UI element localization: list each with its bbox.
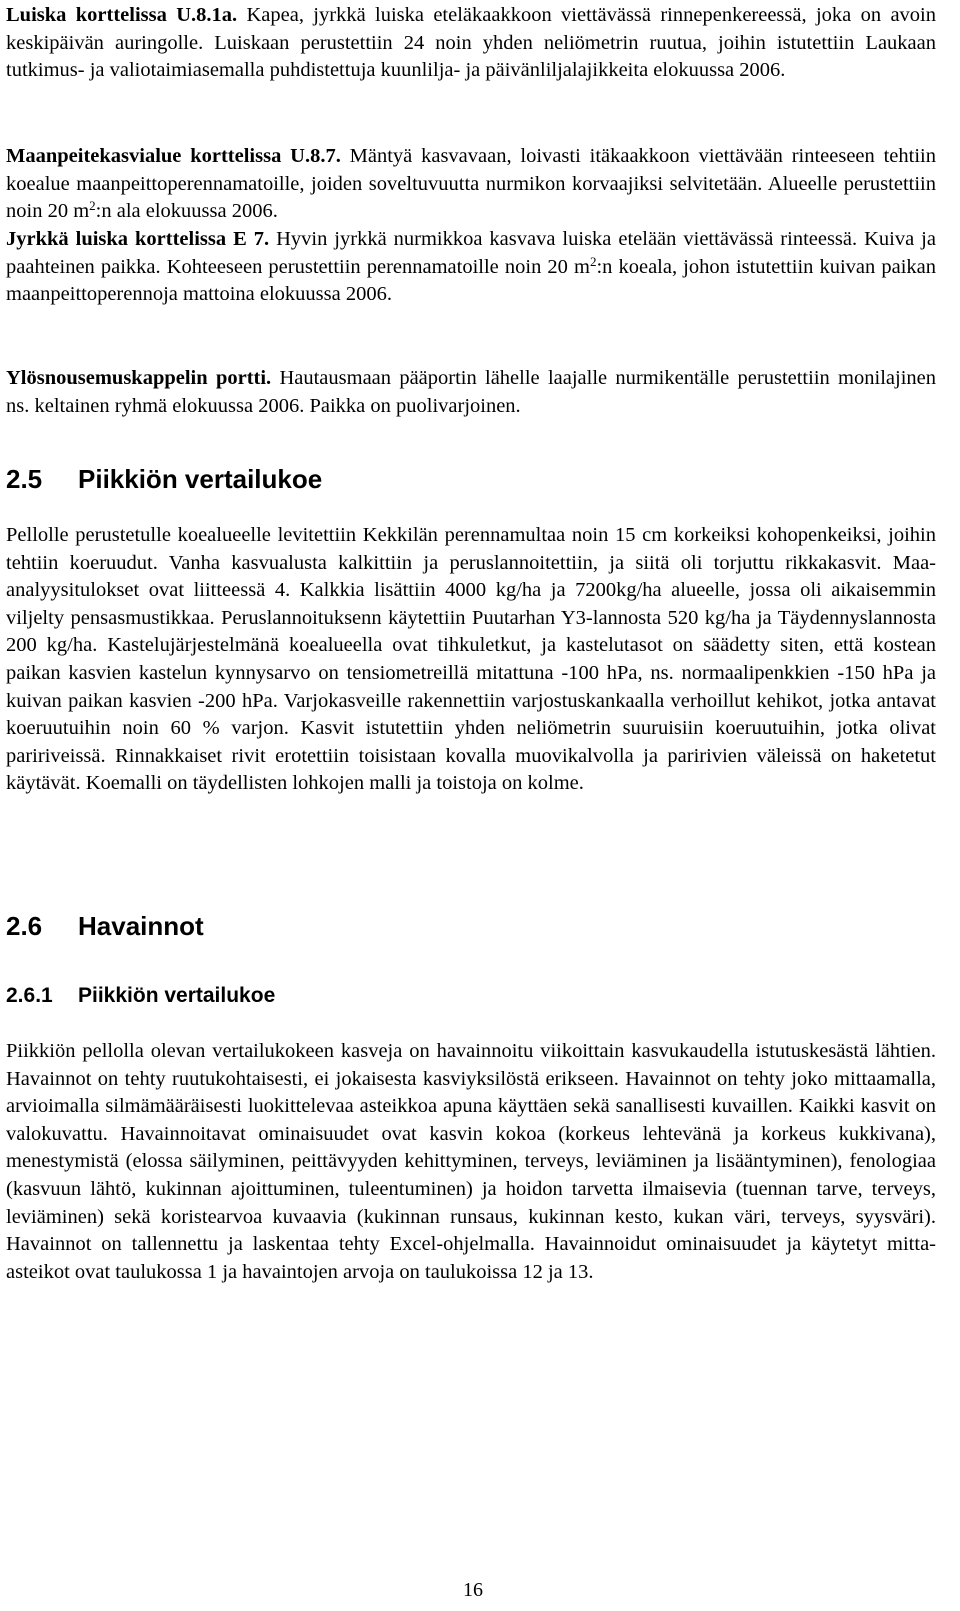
section-number: 2.5	[6, 464, 43, 494]
superscript: 2	[589, 253, 597, 269]
paragraph-text: Hautausmaan pääportin lähelle laajalle nurmikentälle perustettiin monilajinen ns. keltainen ryhmä elokuussa 2006. Paikka on puolivarjoinen.	[6, 367, 936, 417]
paragraph-text: Hyvin jyrkkä nurmikkoa kasvava luiska etelään viettävässä rinteessä. Kuiva ja paahteinen paikka. Kohteeseen perustettiin perennamatoille noin 20 m	[6, 228, 936, 278]
section-body-2-6-1: Piikkiön pellolla olevan vertailukokeen kasveja on havainnoitu viikoittain kasvukaudella istutuskesästä lähtien. Havainnot on tehty ruutukohtaisesti, ei jokaisesta kasviyksilöstä erikseen. Havainnot on tehty joko mittaamalla, arvioimalla silmämääräisesti luokittelevaa asteikkoa apuna käyttäen sekä sanallisesti kuvaillen. Kaikki kasvit on valokuvattu. Havainnoitavat ominaisuudet ovat kasvin kokoa (korkeus lehtevänä ja korkeus kukkivana), menestymistä (elossa säilyminen, peittävyyden kehittyminen, terveys, leviäminen ja lisääntyminen), fenologiaa (kasvuun lähtö, kukinnan ajoittuminen, tuleentuminen) ja hoidon tarvetta ilmaisevia (tuennan tarve, terveys, leviäminen) sekä koristearvoa kuvaavia (kukinnan runsaus, kukinnan kesto, kukan väri, terveys, syysväri). Havainnot on tallennettu ja laskentaa tehty Excel-ohjelmalla. Havainnoidut ominaisuudet ja käytetyt mitta-asteikot ovat taulukossa 1 ja havaintojen arvoja on taulukoissa 12 ja 13.	[6, 1040, 936, 1283]
section-heading-2-6-1	[6, 982, 275, 1010]
paragraph-luiska-u81a	[6, 2, 936, 85]
paragraph-ylosnousemus	[6, 365, 936, 420]
paragraph-maanpeitekasvialue	[6, 143, 936, 226]
page-number: 16	[463, 1579, 483, 1601]
section-number: 2.6	[6, 911, 43, 941]
section-body-2-5: Pellolle perustetulle koealueelle levitettiin Kekkilän perennamultaa noin 15 cm korkeiksi kohopenkeiksi, joihin tehtiin koeruudut. Vanha kasvualusta kalkittiin ja peruslannoitettiin, ja siitä oli torjuttu rikkakasvit. Maa-analyysitulokset ovat liitteessä 4. Kalkkia lisättiin 4000 kg/ha ja 7200kg/ha alueelle, jossa oli aikaisemmin viljelty pensasmustikkaa. Peruslannoituksenn käytettiin Puutarhan Y3-lannosta 520 kg/ha ja Täydennyslannosta 200 kg/ha. Kastelujärjestelmänä koealueella ovat tihkuletkut, ja kastelutasot on säädetty siten, että kostean paikan kasvien kastelun kynnysarvo on tensiometreillä mitattuna -100 hPa, ns. normaalipenkkien -150 hPa ja kuivan paikan kasvien -200 hPa. Varjokasveille rakennettiin varjostuskankaalla verhoillut kehikot, jotka antavat koeruutuihin noin 60 % varjon. Kasvit istutettiin yhden neliömetrin suuruisiin koeruutuihin, jotka olivat paririveissä. Rinnakkaiset rivit erotettiin toisistaan kovalla muovikalvolla ja paririvien väleissä on haketetut käytävät. Koemalli on täydellisten lohkojen malli ja toistoja on kolme.	[6, 524, 936, 795]
superscript: 2	[89, 198, 96, 214]
section-title: Piikkiön vertailukoe	[78, 464, 323, 494]
paragraph-title: Maanpeitekasvialue korttelissa U.8.7.	[6, 145, 341, 167]
section-title: Havainnot	[78, 911, 204, 941]
paragraph-title: Jyrkkä luiska korttelissa E 7.	[6, 228, 270, 250]
section-heading-2-5	[6, 463, 322, 495]
paragraph-jyrkka-luiska	[6, 226, 936, 309]
paragraph-title: Luiska korttelissa U.8.1a.	[6, 4, 238, 26]
paragraph-text: :n ala elokuussa 2006.	[95, 200, 278, 223]
section-number: 2.6.1	[6, 984, 53, 1007]
paragraph-text: Kapea, jyrkkä luiska eteläkaakkoon viettävässä rinnepenkereessä, joka on avoin keskipäivän auringolle. Luiskaan perustettiin 24 noin yhden neliömetrin ruutua, joihin istutettiin Laukaan tutkimus- ja valiotaimiasemalla puhdistettuja kuunlilja- ja päivänliljalajikkeita elokuussa 2006.	[6, 4, 936, 82]
paragraph-text: Mäntyä kasvavaan, loivasti itäkaakkoon viettävään rinteeseen tehtiin koealue maanpeittoperennamatoille, joiden soveltuvuutta nurmikon korvaajiksi selvitetään. Alueelle perustettiin noin 20 m	[6, 145, 936, 223]
section-title: Piikkiön vertailukoe	[78, 984, 276, 1007]
section-heading-2-6	[6, 910, 204, 942]
paragraph-text: :n koeala, johon istutettiin kuivan paikan maanpeittoperennoja mattoina elokuussa 2006.	[6, 255, 936, 306]
paragraph-title: Ylösnousemuskappelin portti.	[6, 367, 272, 389]
